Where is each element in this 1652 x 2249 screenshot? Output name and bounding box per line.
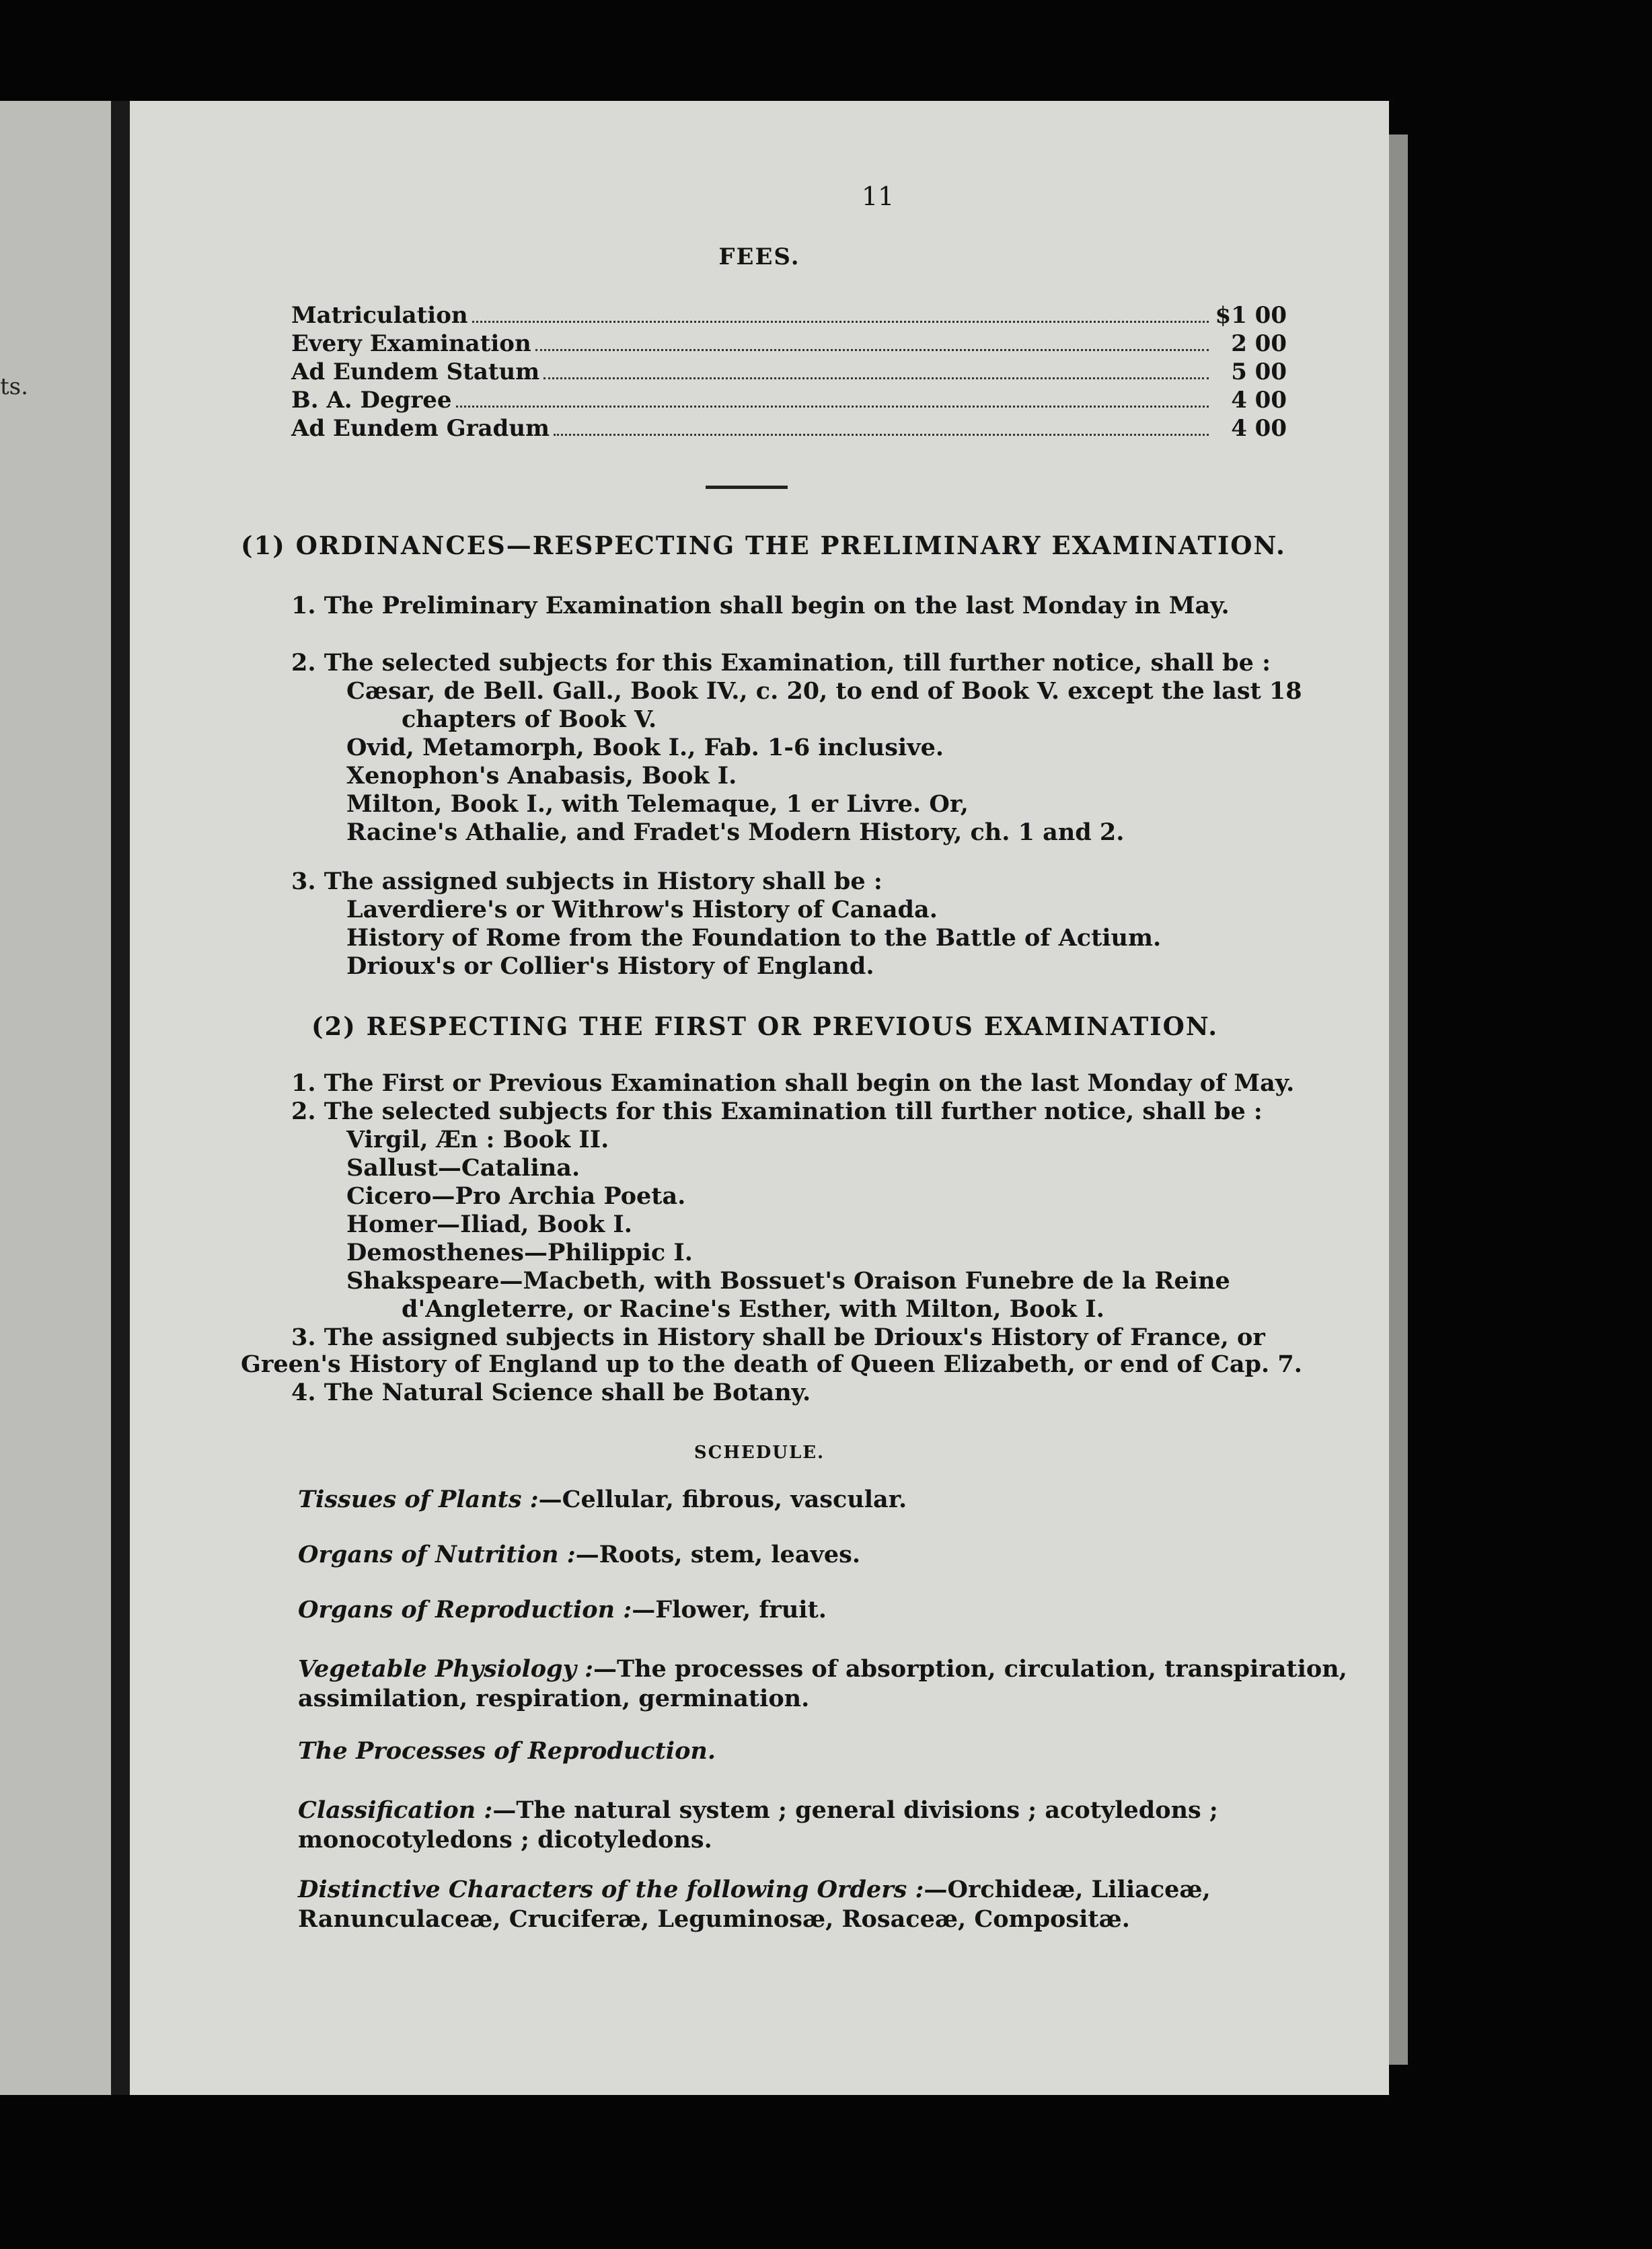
subject-line: Ovid, Metamorph, Book I., Fab. 1-6 inclusive. [346,734,944,761]
schedule-item-heading: Tissues of Plants : [298,1486,539,1513]
history-line: History of Rome from the Foundation to the Battle of Actium. [346,924,1162,952]
schedule-item-heading: The Processes of Reproduction. [298,1737,716,1765]
fee-label: Ad Eundem Gradum [291,415,550,442]
left-page-edge [0,101,111,2095]
schedule-item-text: —Flower, fruit. [632,1596,827,1624]
book-gutter [111,101,130,2095]
section1-item2-intro: 2. The selected subjects for this Examination, till further notice, shall be : [291,649,1271,677]
subject-line: d'Angleterre, or Racine's Esther, with Milton, Book I. [402,1295,1104,1323]
section1-title: (1) ORDINANCES—RESPECTING THE PRELIMINARY EXAMINATION. [241,531,1286,560]
subject-line: Homer—Iliad, Book I. [346,1211,632,1238]
subject-line: Sallust—Catalina. [346,1154,580,1182]
fee-amount: 5 00 [1231,358,1287,385]
leader-dots [472,321,1209,323]
subject-line: Milton, Book I., with Telemaque, 1 er Livre. Or, [346,790,969,818]
schedule-item-text: —The processes of absorption, circulation, transpiration, assimilation, respiration, germination. [298,1655,1347,1712]
leader-dots [543,377,1209,379]
schedule-item [298,1796,1401,1855]
schedule-item [298,1540,1401,1570]
schedule-title: SCHEDULE. [693,1443,825,1463]
subject-line: Racine's Athalie, and Fradet's Modern History, ch. 1 and 2. [346,818,1125,846]
section1-item3 [291,868,1394,981]
fee-amount: 2 00 [1231,330,1287,357]
schedule-item-text: —Roots, stem, leaves. [575,1541,861,1568]
section2-item3-continued: Green's History of England up to the death of Queen Elizabeth, or end of Cap. 7. [241,1350,1302,1378]
schedule-item-heading: Vegetable Physiology : [298,1655,594,1683]
section2-item4: 4. The Natural Science shall be Botany. [291,1379,811,1406]
fee-row [291,330,1287,358]
section2-item3: 3. The assigned subjects in History shall be Drioux's History of France, or [291,1324,1265,1351]
schedule-item-heading: Classification : [298,1796,493,1824]
leader-dots [535,349,1209,351]
schedule-item [298,1595,1401,1625]
schedule-item-text: —The natural system ; general divisions ; acotyledons ; monocotyledons ; dicotyledons. [298,1796,1218,1854]
subject-line: Xenophon's Anabasis, Book I. [346,762,737,790]
subject-line: Cæsar, de Bell. Gall., Book IV., c. 20, to end of Book V. except the last 18 [346,677,1302,705]
subject-line: Virgil, Æn : Book II. [346,1126,609,1153]
fee-amount: $1 00 [1215,302,1287,329]
section1-item3-intro: 3. The assigned subjects in History shall be : [291,868,883,895]
leader-dots [456,406,1209,408]
section2-item1: 1. The First or Previous Examination shall begin on the last Monday of May. [291,1069,1295,1097]
schedule-item-heading: Organs of Reproduction : [298,1596,632,1624]
history-line: Laverdiere's or Withrow's History of Canada. [346,896,938,923]
schedule-item [298,1485,1401,1515]
page-number: 11 [862,182,895,211]
subject-line: chapters of Book V. [402,706,657,733]
fee-label: B. A. Degree [291,387,452,414]
fee-amount: 4 00 [1231,387,1287,414]
section2-item2-intro: 2. The selected subjects for this Examination till further notice, shall be : [291,1098,1263,1125]
fee-label: Ad Eundem Statum [291,358,540,385]
schedule-item [298,1654,1401,1714]
history-line: Drioux's or Collier's History of England. [346,952,874,980]
schedule-item-heading: Organs of Nutrition : [298,1541,576,1568]
schedule-item [298,1737,1401,1766]
fee-row [291,386,1287,414]
schedule-item-heading: Distinctive Characters of the following Orders : [298,1876,924,1903]
fees-table [291,301,1287,443]
fee-row [291,414,1287,443]
section1-item2 [291,649,1394,847]
subject-line: Shakspeare—Macbeth, with Bossuet's Oraison Funebre de la Reine [346,1267,1230,1295]
fee-row [291,301,1287,330]
fee-label: Matriculation [291,302,468,329]
section2-items [291,1069,1408,1352]
schedule-item [298,1875,1401,1934]
section1-item1: 1. The Preliminary Examination shall begin on the last Monday in May. [291,592,1230,619]
section2-title: (2) RESPECTING THE FIRST OR PREVIOUS EXAMINATION. [311,1012,1219,1041]
subject-line: Demosthenes—Philippic I. [346,1239,693,1266]
schedule-item-text: —Cellular, fibrous, vascular. [538,1486,907,1513]
fee-label: Every Examination [291,330,531,357]
document-page [130,101,1389,2095]
fee-row [291,358,1287,386]
leader-dots [554,434,1209,436]
left-page-text: ts. [0,373,28,400]
schedule-item-text: —Orchideæ, Liliaceæ, Ranunculaceæ, Cruciferæ, Leguminosæ, Rosaceæ, Compositæ. [298,1876,1211,1933]
fee-amount: 4 00 [1231,415,1287,442]
section-divider [706,486,788,489]
subject-line: Cicero—Pro Archia Poeta. [346,1182,686,1210]
fees-title: FEES. [718,243,800,270]
